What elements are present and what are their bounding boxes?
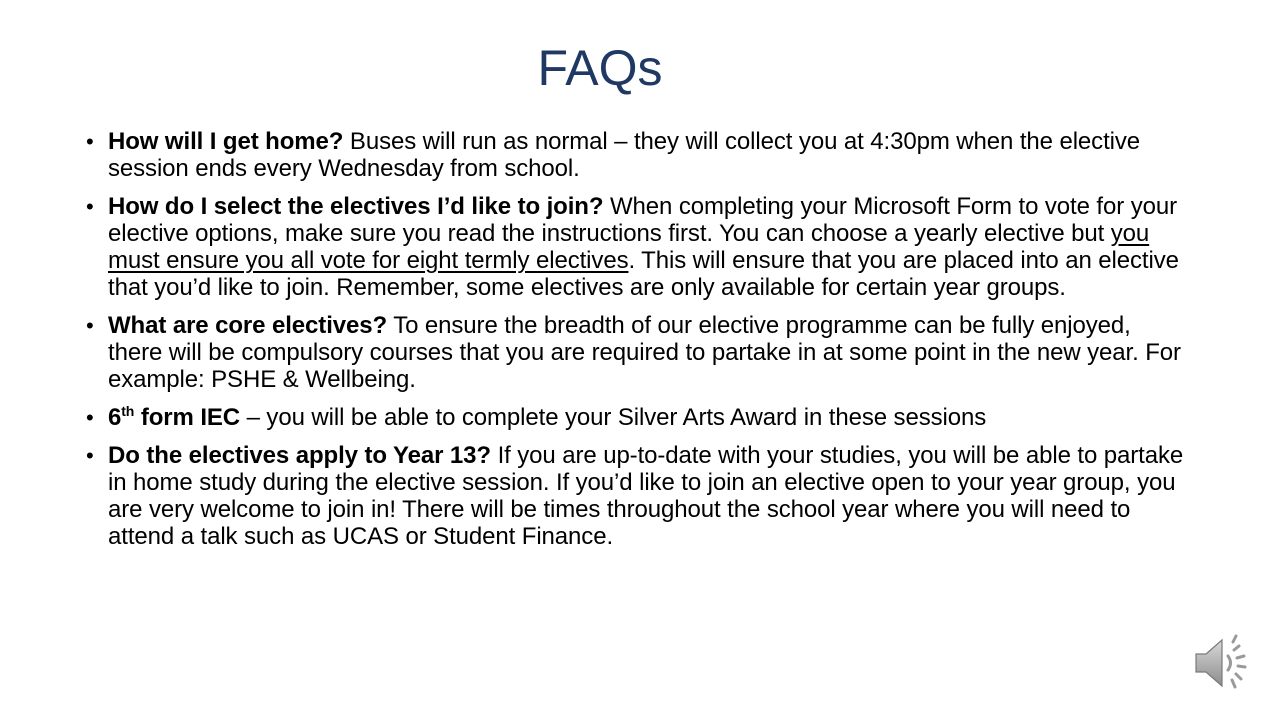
bullet: • [86,129,94,154]
bullet: • [86,194,94,219]
faq-question-number: 6 [108,404,122,431]
bullet: • [86,405,94,430]
faq-question: What are core electives? [108,312,388,339]
faq-answer: When completing your Microsoft Form to vote for your elective options, make sure you read the instructions first. You can choose a yearly elective but [108,193,1177,247]
faq-question: How do I select the electives I’d like to join? [108,193,604,220]
faq-answer: If you are up-to-date with your studies, you will be able to partake in home study during the elective session. If you’d like to join an elective open to your year group, you are very welcome to join in! There will be times throughout the school year where you will need to attend a talk such as UCAS or Student Finance. [108,442,1184,550]
faq-question-superscript: th [121,403,135,419]
faq-question: Do the electives apply to Year 13? [108,442,491,469]
faq-item-6th-form [86,404,1186,431]
faq-answer: To ensure the breadth of our elective programme can be fully enjoyed, there will be compulsory courses that you are required to partake in at some point in the new year. For example: PSHE & Wellbeing. [108,312,1181,393]
faq-list [86,128,1186,561]
faq-answer-emphasis: you must ensure you all vote for eight termly electives [108,220,1150,274]
faq-item-select-electives [86,193,1186,301]
faq-item-year-13 [86,442,1186,550]
faq-question: How will I get home? [108,128,344,155]
bullet: • [86,443,94,468]
bullet: • [86,313,94,338]
faq-answer: – you will be able to complete your Silver Arts Award in these sessions [240,404,987,431]
slide-title: FAQs [537,40,663,96]
faq-question-rest: form IEC [134,404,241,431]
faq-answer-continued: . This will ensure that you are placed into an elective that you’d like to join. Remember, some electives are only available for certain year groups. [108,247,1179,301]
faq-answer: Buses will run as normal – they will collect you at 4:30pm when the elective session ends every Wednesday from school. [108,128,1141,182]
faq-item-get-home [86,128,1186,182]
faq-item-core-electives [86,312,1186,393]
faq-question [108,404,240,431]
speaker-icon[interactable] [1192,632,1254,694]
